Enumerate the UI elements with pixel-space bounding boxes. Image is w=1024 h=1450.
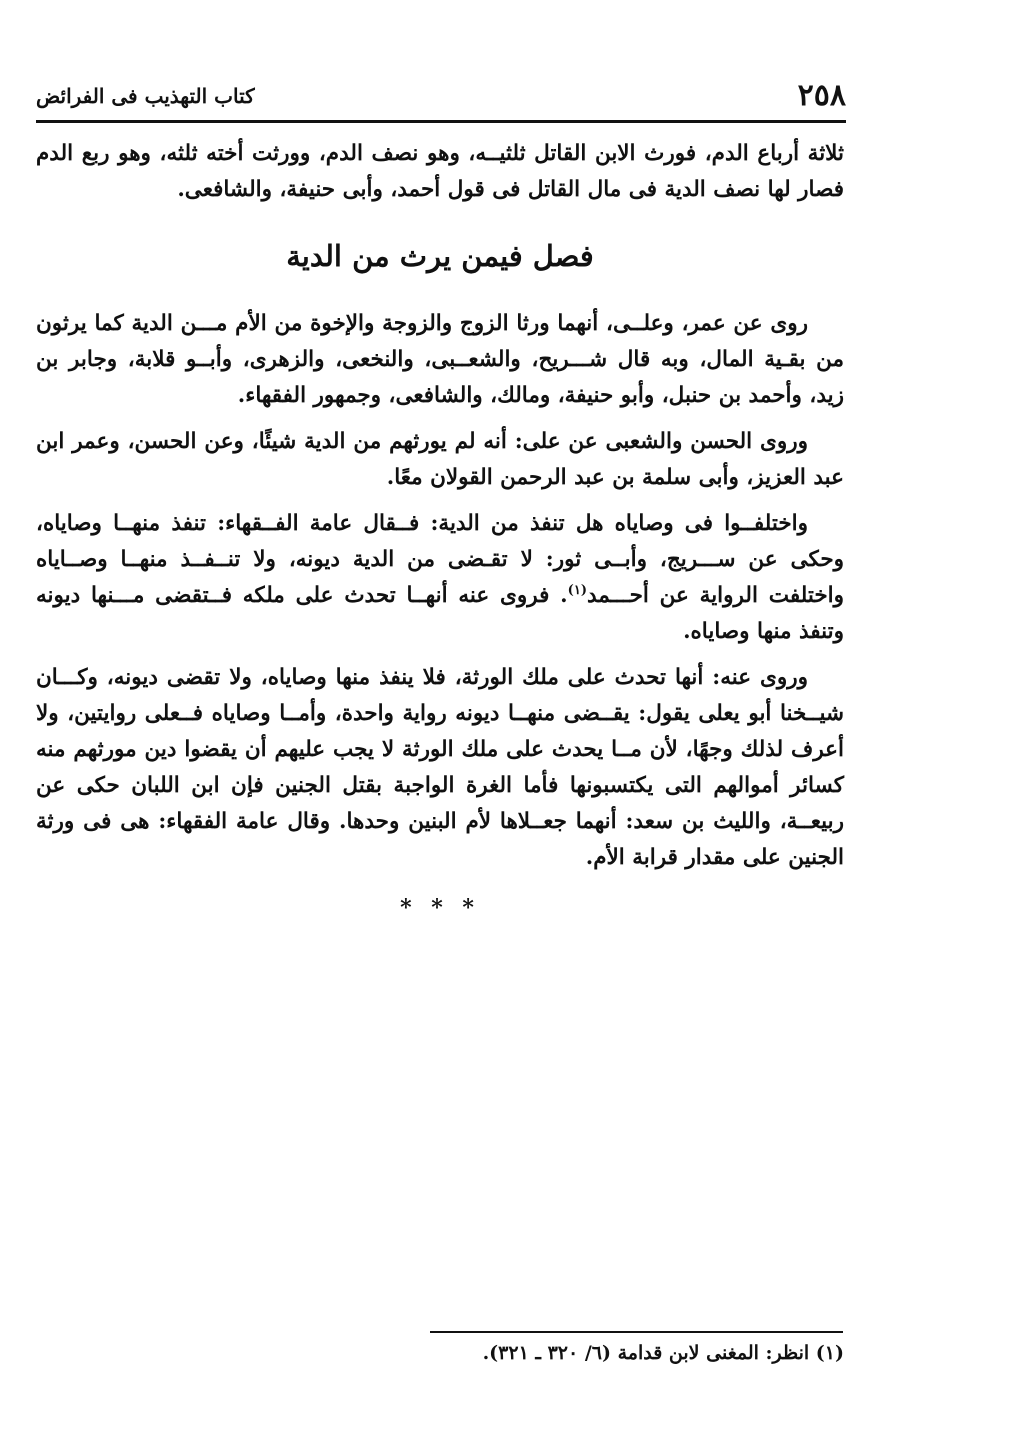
section-heading: فصل فيمن يرث من الدية [286, 239, 594, 273]
footnote-rule [430, 1331, 843, 1333]
header-rule [36, 120, 846, 123]
running-header [36, 76, 846, 116]
running-book-title: كتاب التهذيب فى الفرائض [36, 84, 255, 108]
opening-paragraph: ثلاثة أرباع الدم، فورث الابن القاتل ثلثيــه، وهو نصف الدم، وورثت أخته ثلثه، وهو ربع الدم فصار لها نصف الدية فى مال القاتل فى قول أحمد، وأبى حنيفة، والشافعى. [36, 141, 844, 202]
paragraph-opposing-view: وروى الحسن والشعبى عن على: أنه لم يورثهم من الدية شيئًا، وعن الحسن، وعمر ابن عبد العزيز، وأبى سلمة بن عبد الرحمن القولان معًا. [36, 429, 844, 490]
page-number: ٢٥٨ [797, 78, 846, 113]
footnote: (١) انظر: المغنى لابن قدامة (٦/ ٣٢٠ ـ ٣٢١). [482, 1342, 844, 1364]
paragraph-heirs-ownership: وروى عنه: أنها تحدث على ملك الورثة، فلا ينفذ منها وصاياه، ولا تقضى ديونه، وكـــان شيــخنا أبو يعلى يقول: يقــضى منهــا ديونه رواية واحدة، وأمــا وصاياه فــعلى روايتين، ولا أعرف لذلك وجهًا، لأن مــا يحدث على ملك الورثة لا يجب عليهم أن يقضوا دين مورثهم منه كسائر أموالهم التى يكتسبونها فأما الغرة الواجبة بقتل الجنين فإن ابن اللبان حكى عن ربيعــة، والليث بن سعد: أنهما جعــلاها لأم البنين وحدها. وقال عامة الفقهاء: هى فى ورثة الجنين على مقدار قرابة الأم. [36, 665, 844, 870]
section-separator: * * * [400, 895, 480, 921]
wills-text-part-1: واختلفــوا فى وصاياه هل تنفذ من الدية: فــقال عامة الفــقهاء: تنفذ منهــا وصاياه، وحكى عن ســـريج، وأبــى ثور: لا تقـضى من الدية ديونه، ولا تنــفــذ منهــا وصــاياه واختلفت الرواية عن أحـــمد [36, 511, 844, 608]
wills-text-part-2: . فروى عنه أنهــا تحدث على ملكه فــتقضى مـــنها ديونه وتنفذ منها وصاياه. [36, 583, 844, 644]
paragraph-inheritors: روى عن عمر، وعلــى، أنهما ورثا الزوج والزوجة والإخوة من الأم مـــن الدية كما يرثون من بقـية المال، وبه قال شـــريح، والشعــبى، والنخعى، والزهرى، وأبــو قلابة، وجابر بن زيد، وأحمد بن حنبل، وأبو حنيفة، ومالك، والشافعى، وجمهور الفقهاء. [36, 311, 844, 408]
paragraph-wills [36, 506, 844, 650]
main-text [36, 136, 844, 926]
footnote-reference-marker[interactable]: (١) [567, 582, 587, 598]
